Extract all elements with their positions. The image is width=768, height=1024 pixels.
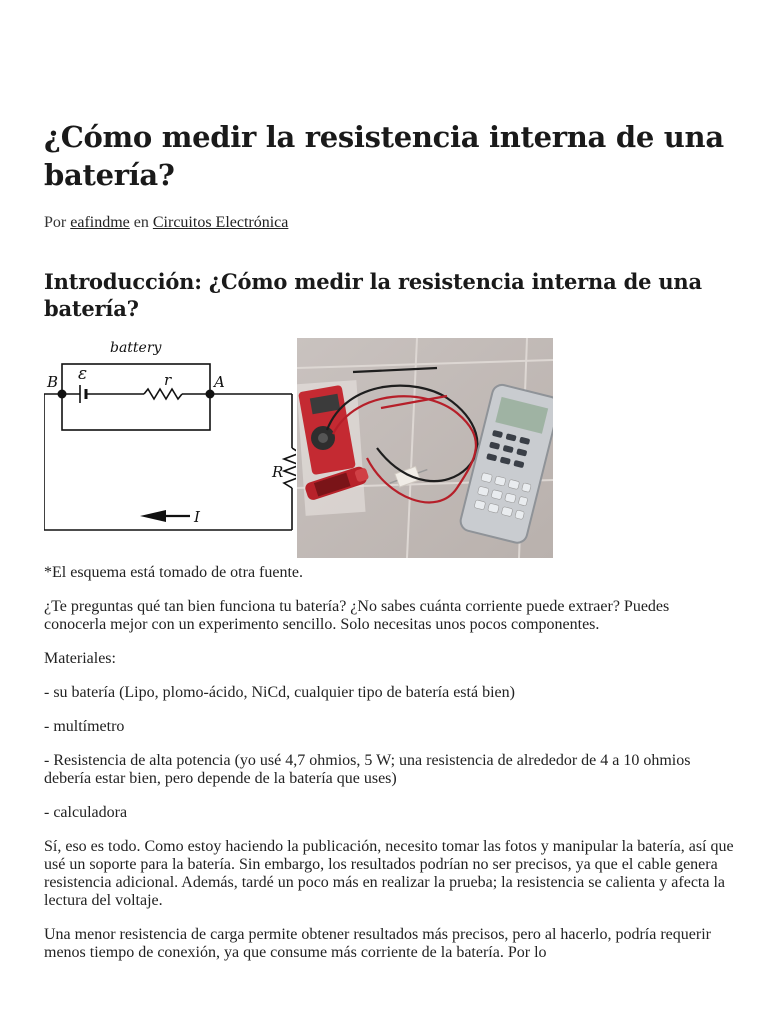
article-title: ¿Cómo medir la resistencia interna de una batería?: [44, 120, 724, 192]
article-body: [44, 564, 734, 962]
category-link[interactable]: Circuitos Electrónica: [152, 214, 289, 231]
battery-label: battery: [110, 340, 162, 356]
a-label: A: [214, 373, 225, 391]
byline-prefix: Por: [44, 214, 67, 231]
paragraph: Sí, eso es todo. Como estoy haciendo la publicación, necesito tomar las fotos y manipular la batería, así que usé un soporte para la batería. Sin embargo, los resultados podrían no ser precisos, ya que el cable genera resistencia adicional. Además, tardé un poco más en realizar la prueba; la resistencia se calienta y afecta la lectura del voltaje.: [44, 838, 734, 909]
current-label: I: [194, 508, 200, 526]
list-item: - calculadora: [44, 804, 128, 821]
paragraph: *El esquema está tomado de otra fuente.: [44, 564, 304, 581]
byline: [44, 214, 734, 232]
circuit-diagram: [44, 338, 296, 536]
load-r-label: R: [272, 463, 284, 481]
current-arrow: [140, 510, 166, 522]
section-title: Introducción: ¿Cómo medir la resistencia interna de una batería?: [44, 269, 702, 321]
experiment-photo: [297, 338, 553, 558]
list-item: - multímetro: [44, 718, 125, 735]
load-resistor: [284, 448, 296, 488]
multimeter: [297, 380, 366, 516]
b-label: B: [47, 373, 59, 391]
paragraph: Una menor resistencia de carga permite obtener resultados más precisos, pero al hacerlo, podría requerir menos tiempo de conexión, ya que consume más corriente de la batería. Por lo: [44, 926, 711, 961]
figures: [44, 338, 734, 564]
paragraph: ¿Te preguntas qué tan bien funciona tu batería? ¿No sabes cuánta corriente puede extraer? Puedes conocerla mejor con un experimento sencillo. Solo necesitas unos pocos componentes.: [44, 598, 670, 633]
list-item: - su batería (Lipo, plomo-ácido, NiCd, cualquier tipo de batería está bien): [44, 684, 515, 701]
article: [44, 118, 734, 978]
node-b: [58, 390, 67, 399]
paragraph: Materiales:: [44, 650, 116, 667]
byline-in: en: [133, 214, 149, 231]
internal-resistor: [144, 389, 182, 399]
list-item: - Resistencia de alta potencia (yo usé 4,7 ohmios, 5 W; una resistencia de alrededor de 4 a 10 ohmios debería estar bien, pero depende de la batería que uses): [44, 752, 691, 787]
emf-label: ε: [78, 364, 88, 384]
author-link[interactable]: eafindme: [70, 214, 130, 231]
r-label: r: [164, 371, 172, 389]
